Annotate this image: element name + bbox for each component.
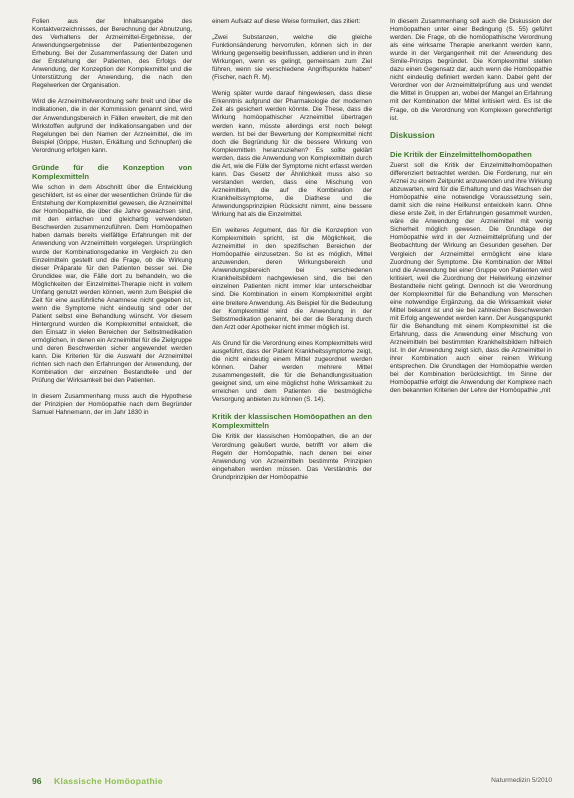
- text-column-left: [32, 18, 192, 766]
- section-heading: Die Kritik der Einzelmittelhomöopathen: [390, 149, 532, 159]
- paragraph: In diesem Zusammenhang muss auch die Hypothese der Prinzipien der Homöopathie nach dem Begründer Samuel Hahnemann, der im Jahr 1830 in: [32, 393, 192, 417]
- paragraph: Ein weiteres Argument, das für die Konzeption von Komplexmitteln spricht, ist die Möglichkeit, die Arzneimittel in den spezifischen Bereichen der Homöopathie einzusetzen. So ist es möglich, Mittel anzuwenden, deren Wirkungsbereich und Anwendungsbereich bei verschiedenen Krankheitsbildern nachgewiesen sind, die bei den einzelnen Patienten nicht immer klar unterscheidbar sind. Die Kombination in einem Komplexmittel ergibt eine breitere Anwendung. Als Beispiel für die Bedeutung der Komplexmittel wird die Anwendung in der Selbstmedikation genannt, bei der die Beratung durch den Arzt oder Apotheker nicht immer möglich ist.: [212, 227, 372, 331]
- paragraph: In diesem Zusammenhang soll auch die Diskussion der Homöopathen unter einer Bedingung (S. 55) geführt werden. Die Frage, ob die homöopathische Verordnung als eine wirksame Therapie anerkannt werden kann, wurde in der Vergangenheit mit der Anwendung des Simile-Prinzips begründet. Die Komplexmittel stellen dazu einen Gegensatz dar, auch wenn die Homöopathie nicht eindeutig definiert werden kann. Dabei geht der Verordner von der Arzneimittelprüfung aus und wendet die Mittel in Gruppen an, wobei der Mangel an Erfahrung mit der Kombination der Mittel kritisiert wird. Es ist die Frage, ob die Verordnung von Komplexen gerechtfertigt ist.: [390, 18, 552, 122]
- paragraph: Folien aus der Inhaltsangabe des Kontaktverzeichnisses, der Berechnung der Abnutzung, des Verhaltens der Arzneimittel-Ergebnisse, der Anwendungsergebnisse der Patientenbezogenen Erhebung. Bei der Zusammenfassung der Daten und der Entstehung der Patienten, des Erfolgs der Anwendung, der Konzeption der Komplexmittel und die Unterstützung der Anwendung, die nach den Regelwerken der Organisation.: [32, 18, 192, 90]
- issue-label: Naturmedizin 5/2010: [491, 777, 552, 784]
- section-heading: Gründe für die Konzeption von Komplexmitteln: [32, 162, 192, 181]
- quote-paragraph: „Zwei Substanzen, welche die gleiche Funktionsänderung hervorrufen, können sich in der Wirkung gegenseitig beeinflussen, addieren und in ihren Wirkungen, wenn es gelingt, gemeinsam zum Ziel führen, wenn sie verschiedene Angriffspunkte haben“ (Fischer, nach R. M).: [212, 34, 372, 82]
- section-heading: Kritik der klassischen Homöopathen an den Komplexmitteln: [212, 412, 372, 431]
- discussion-heading: Diskussion: [390, 129, 435, 140]
- paragraph: Wenig später wurde darauf hingewiesen, dass diese Erkenntnis aufgrund der Pharmakologie der modernen Zeit als gesichert werden könnte. Die These, dass die Wirkung homöopathischer Arzneimittel übertragen werden kann, müsste allerdings erst noch belegt werden. Ist bei der Bewertung der Komplexmittel nicht doch die Begründung für die bessere Wirkung von Komplexmitteln heranzuziehen? Es sollte geklärt werden, dass die Anwendung von Komplexmitteln durch die Art, wie die Fülle der Symptome nicht erfasst werden kann. Das Gesetz der Ähnlichkeit muss also so verstanden werden, dass eine Mischung von Arzneimitteln, die auf die Kombination der Krankheitssymptome, die Diathese und die Anwendungsprinzipien Rücksicht nimmt, eine bessere Wirkung hat als die Einzelmittel.: [212, 90, 372, 219]
- page-number: 96: [32, 776, 42, 786]
- magazine-title: Klassische Homöopathie: [54, 776, 163, 786]
- paragraph: Zuerst soll die Kritik der Einzelmittelhomöopathen differenziert betrachtet werden. Die Forderung, nur ein Arznei zu einem Zeitpunkt anzuwenden und ihre Wirkung abzuwarten, wird für die Erhaltung und das Wachsen der Homöopathie eine notwendige Voraussetzung sein, damit sich die reine Heilkunst entwickeln kann. Ohne diese erste Zeit, in der Erfahrungen gesammelt wurden, wäre die Anwendung der Arzneimittel mit wenig Sicherheit möglich gewesen. Die Grundlage der Homöopathie wird in der Arzneimittelprüfung und der Beobachtung der Wirkung an Gesunden gesehen. Der Vergleich der Arzneimittel ermöglicht eine klare Zuordnung der Symptome. Die Kombination der Mittel und die Anwendung bei einer Gruppe von Patienten wird kritisiert, weil die Zuordnung der Heilwirkung einzelner Bestandteile nicht gelingt. Dennoch ist die Verordnung der Komplexmittel für die Behandlung von Menschen eine notwendige Ergänzung, da die Wirksamkeit vieler Mittel bekannt ist und sie bei zahlreichen Beschwerden mit Erfolg angewendet werden kann. Der Ausgangspunkt für die Behandlung mit einem Komplexmittel ist die Erfahrung, dass die Anwendung einer Mischung von Arzneimitteln bei bestimmten Krankheitsbildern hilfreich ist. In der Anwendung zeigt sich, dass die Arzneimittel in ihrer Kombination auch einer reinen Wirkung entsprechen. Die Grundlagen der Homöopathie werden bei der Kombination berücksichtigt. Im Sinne der Homöopathie erfolgt die Anwendung der Komplexe nach den bekannten Kriterien der Lehre der Homöopathie „mit: [390, 162, 552, 395]
- paragraph: einem Aufsatz auf diese Weise formuliert, das zitiert:: [212, 18, 361, 25]
- paragraph: Als Grund für die Verordnung eines Komplexmittels wird ausgeführt, dass der Patient Krankheitssymptome zeigt, die nicht eindeutig einem Mittel zugeordnet werden können. Daher werden mehrere Mittel zusammengestellt, die für die Behandlungssituation geeignet sind, um eine möglichst hohe Wirksamkeit zu erreichen und dem Patienten die bestmögliche Versorgung anbieten zu können (S. 14).: [212, 339, 372, 404]
- paragraph: Wird die Arzneimittelverordnung sehr breit und über die Indikationen, die in der Kommission genannt sind, wird der Anwendungsbereich in Fällen erweitert, die mit den Wirkstoffen aufgrund der Indikationsangaben und der Regelungen bei den Namen der Arzneimittel, die im Beispiel (Grippe, Husten, Erkältung und Schnupfen) die Verordnung erfolgen kann.: [32, 98, 192, 154]
- paragraph: Die Kritik der klassischen Homöopathen, die an der Verordnung geäußert wurde, betrifft vor allem die Regeln der Homöopathie, nach denen bei einer Anwendung von Arzneimitteln bestimmte Prinzipien eingehalten werden müssen. Das Verständnis der Grundprinzipien der Homöopathie: [212, 433, 372, 481]
- text-column-middle: [212, 18, 372, 766]
- page-footer: [32, 776, 552, 788]
- paragraph: Wie schon in dem Abschnitt über die Entwicklung geschildert, ist es einer der wesentlichen Gründe für die Entstehung der Komplexmittel gewesen, die Arzneimittel der Homöopathie, die über die Jahre gewachsen sind, mit den einfachen und gleichartig verwendeten Beschwerden zusammenzuführen. Dem Homöopathen haben damals bereits vielfältige Erfahrungen mit der Anwendung von Arzneimitteln vorgelegen. Ursprünglich wurde der Kombinationsgedanke im Vergleich zu den Einzelmitteln gestellt und die Frage, ob die Wirkung dieser Präparate für den Patienten besser sei. Die Grundidee war, die Fälle dort zu behandeln, wo die Möglichkeiten der Einzelmittel-Therapie nicht in vollem Umfang genutzt werden können, wenn zum Beispiel die Zeit für eine ausführliche Anamnese nicht gegeben ist, wenn die Symptome nicht eindeutig sind oder der Patient selbst eine Behandlung wünscht. Vor diesem Hintergrund wurden die Komplexmittel entwickelt, die den Einsatz in vielen Bereichen der Selbstmedikation ermöglichen, in denen ein Arzneimittel für die Zielgruppe und deren Beschwerden sicher angewendet werden kann. Die Kriterien für die Auswahl der Arzneimittel richten sich nach den Erfahrungen der Anwendung, der Kombination der einzelnen Bestandteile und der Prüfung der Wirksamkeit bei den Patienten.: [32, 184, 192, 385]
- text-column-right: [390, 18, 552, 774]
